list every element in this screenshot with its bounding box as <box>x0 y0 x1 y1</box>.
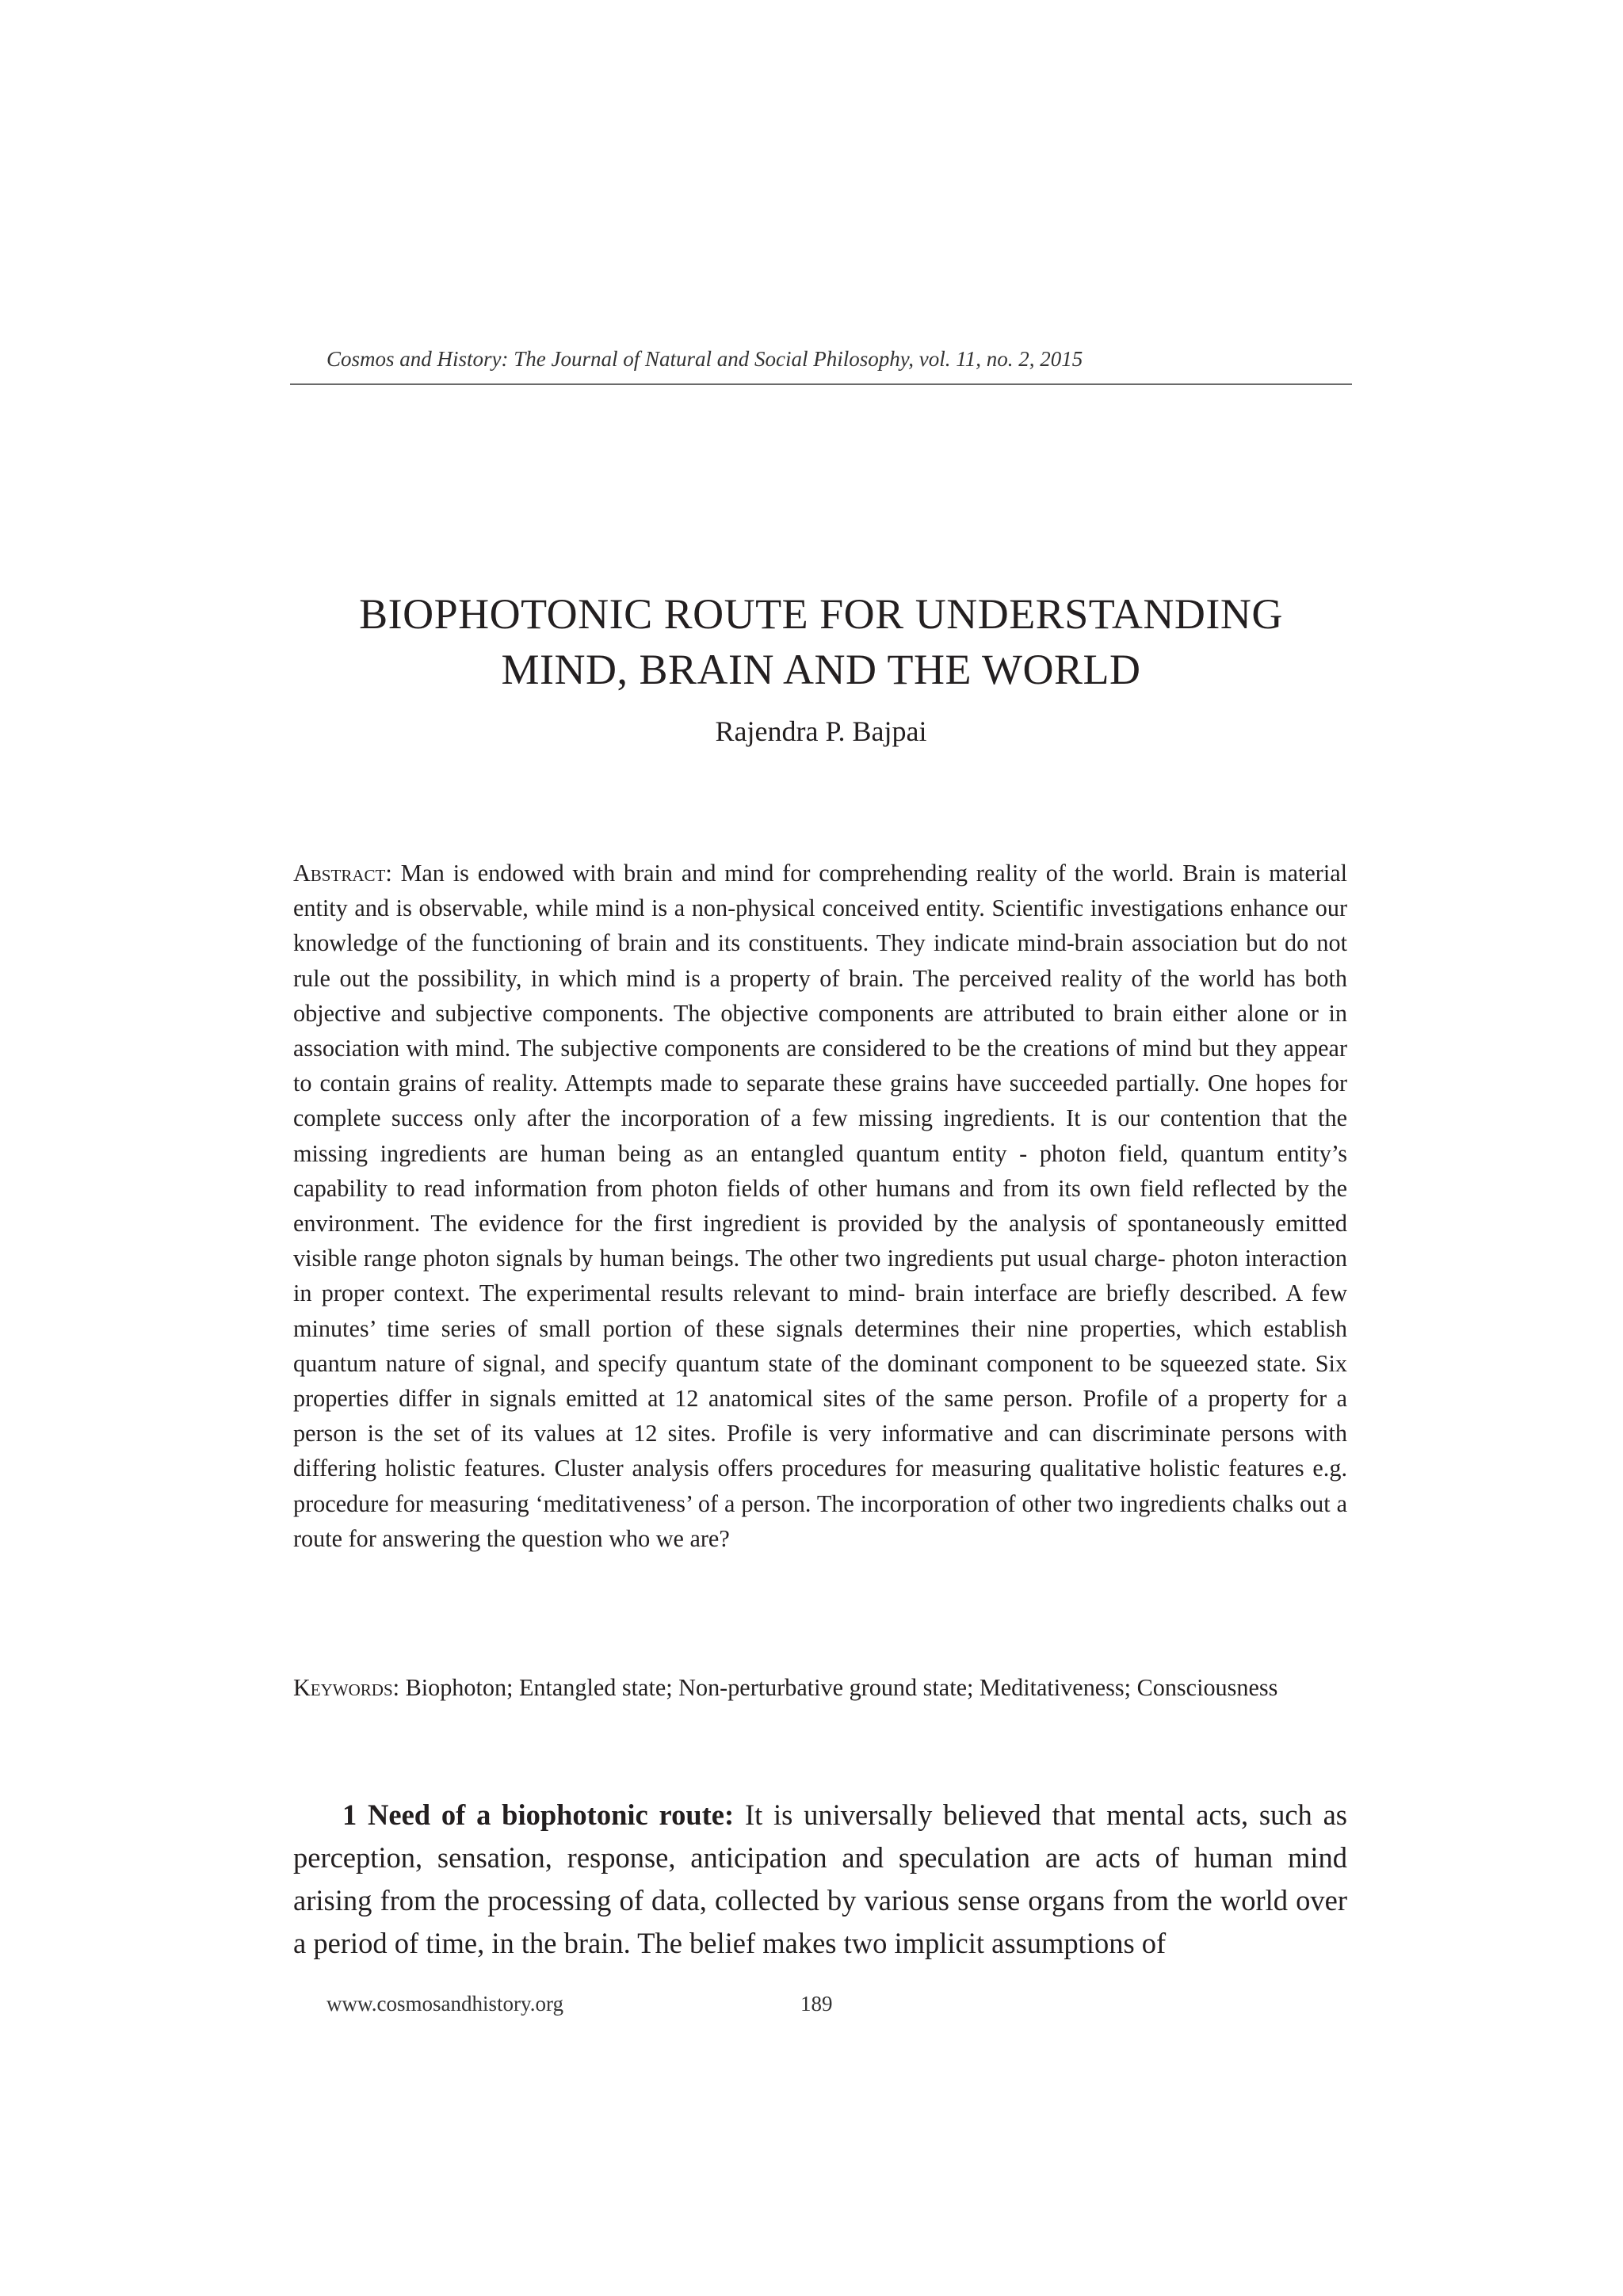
abstract-label: Abstract <box>293 860 386 887</box>
title-line-1: BIOPHOTONIC ROUTE FOR UNDERSTANDING <box>359 590 1283 638</box>
author-name: Rajendra P. Bajpai <box>715 715 927 747</box>
abstract: Abstract: Man is endowed with brain and mind for comprehending reality of the world. Brain is material entity and is observable, while mind is a non-physical conceived entity. Scientific investigations enhance our knowledge of the functioning of brain and its constituents. They indicate mind-brain association but do not rule out the possibility, in which mind is a property of brain. The perceived reality of the world has both objective and subjective components. The objective components are attributed to brain either alone or in association with mind. The subjective components are considered to be the creations of mind but they appear to contain grains of reality. Attempts made to separate these grains have succeeded partially. One hopes for complete success only after the incorporation of a few missing ingredients. It is our contention that the missing ingredients are human being as an entangled quantum entity - photon field, quantum entity’s capability to read information from photon fields of other humans and from its own field reflected by the environment. The evidence for the first ingredient is provided by the analysis of spontaneously emitted visible range photon signals by human beings. The other two ingredients put usual charge- photon interaction in proper context. The experimental results relevant to mind- brain interface are briefly described. A few minutes’ time series of small portion of these signals determines their nine properties, which establish quantum nature of signal, and specify quantum state of the dominant component to be squeezed state. Six properties differ in signals emitted at 12 anatomical sites of the same person. Profile of a property for a person is the set of its values at 12 sites. Profile is very informative and can discriminate persons with differing holistic features. Cluster analysis offers procedures for measuring qualitative holistic features e.g. procedure for measuring ‘meditativeness’ of a person. The incorporation of other two ingredients chalks out a route for answering the question who we are? <box>293 860 1348 1552</box>
section-1-paragraph <box>293 1794 1347 1965</box>
keywords: Keywords: Biophoton; Entangled state; Non-perturbative ground state; Meditativeness; Consciousness <box>293 1674 1278 1701</box>
paper-title <box>290 586 1352 697</box>
footer-website: www.cosmosandhistory.org <box>327 1992 563 2016</box>
keywords-text: Biophoton; Entangled state; Non-perturbative ground state; Meditativeness; Consciousness <box>405 1674 1278 1701</box>
abstract-text: Man is endowed with brain and mind for comprehending reality of the world. Brain is material entity and is observable, while mind is a non-physical conceived entity. Scientific investigations enhance our knowledge of the functioning of brain and its constituents. They indicate mind-brain association but do not rule out the possibility, in which mind is a property of brain. The perceived reality of the world has both objective and subjective components. The objective components are attributed to brain either alone or in association with mind. The subjective components are considered to be the creations of mind but they appear to contain grains of reality. Attempts made to separate these grains have succeeded partially. One hopes for complete success only after the incorporation of a few missing ingredients. It is our contention that the missing ingredients are human being as an entangled quantum entity - photon field, quantum entity’s capability to read information from photon fields of other humans and from its own field reflected by the environment. The evidence for the first ingredient is provided by the analysis of spontaneously emitted visible range photon signals by human beings. The other two ingredients put usual charge- photon interaction in proper context. The experimental results relevant to mind- brain interface are briefly described. A few minutes’ time series of small portion of these signals determines their nine properties, which establish quantum nature of signal, and specify quantum state of the dominant component to be squeezed state. Six properties differ in signals emitted at 12 anatomical sites of the same person. Profile of a property for a person is the set of its values at 12 sites. Profile is very informative and can discriminate persons with differing holistic features. Cluster analysis offers procedures for measuring qualitative holistic features e.g. procedure for measuring ‘meditativeness’ of a person. The incorporation of other two ingredients chalks out a route for answering the question who we are? <box>293 860 1348 1552</box>
journal-citation: Cosmos and History: The Journal of Natural and Social Philosophy, vol. 11, no. 2, 2015 <box>327 347 1083 371</box>
keywords-label: Keywords <box>293 1674 393 1701</box>
section-1-heading: 1 Need of a biophotonic route: <box>342 1798 735 1831</box>
page-number: 189 <box>800 1992 833 2016</box>
section-1-text: It is universally believed that mental acts, such as perception, sensation, response, anticipation and speculation are acts of human mind arising from the processing of data, collected by various sense organs from the world over a period of time, in the brain. The belief makes two implicit assumptions of <box>293 1798 1347 1959</box>
title-line-2: MIND, BRAIN AND THE WORLD <box>501 646 1141 693</box>
running-header <box>290 347 1352 385</box>
